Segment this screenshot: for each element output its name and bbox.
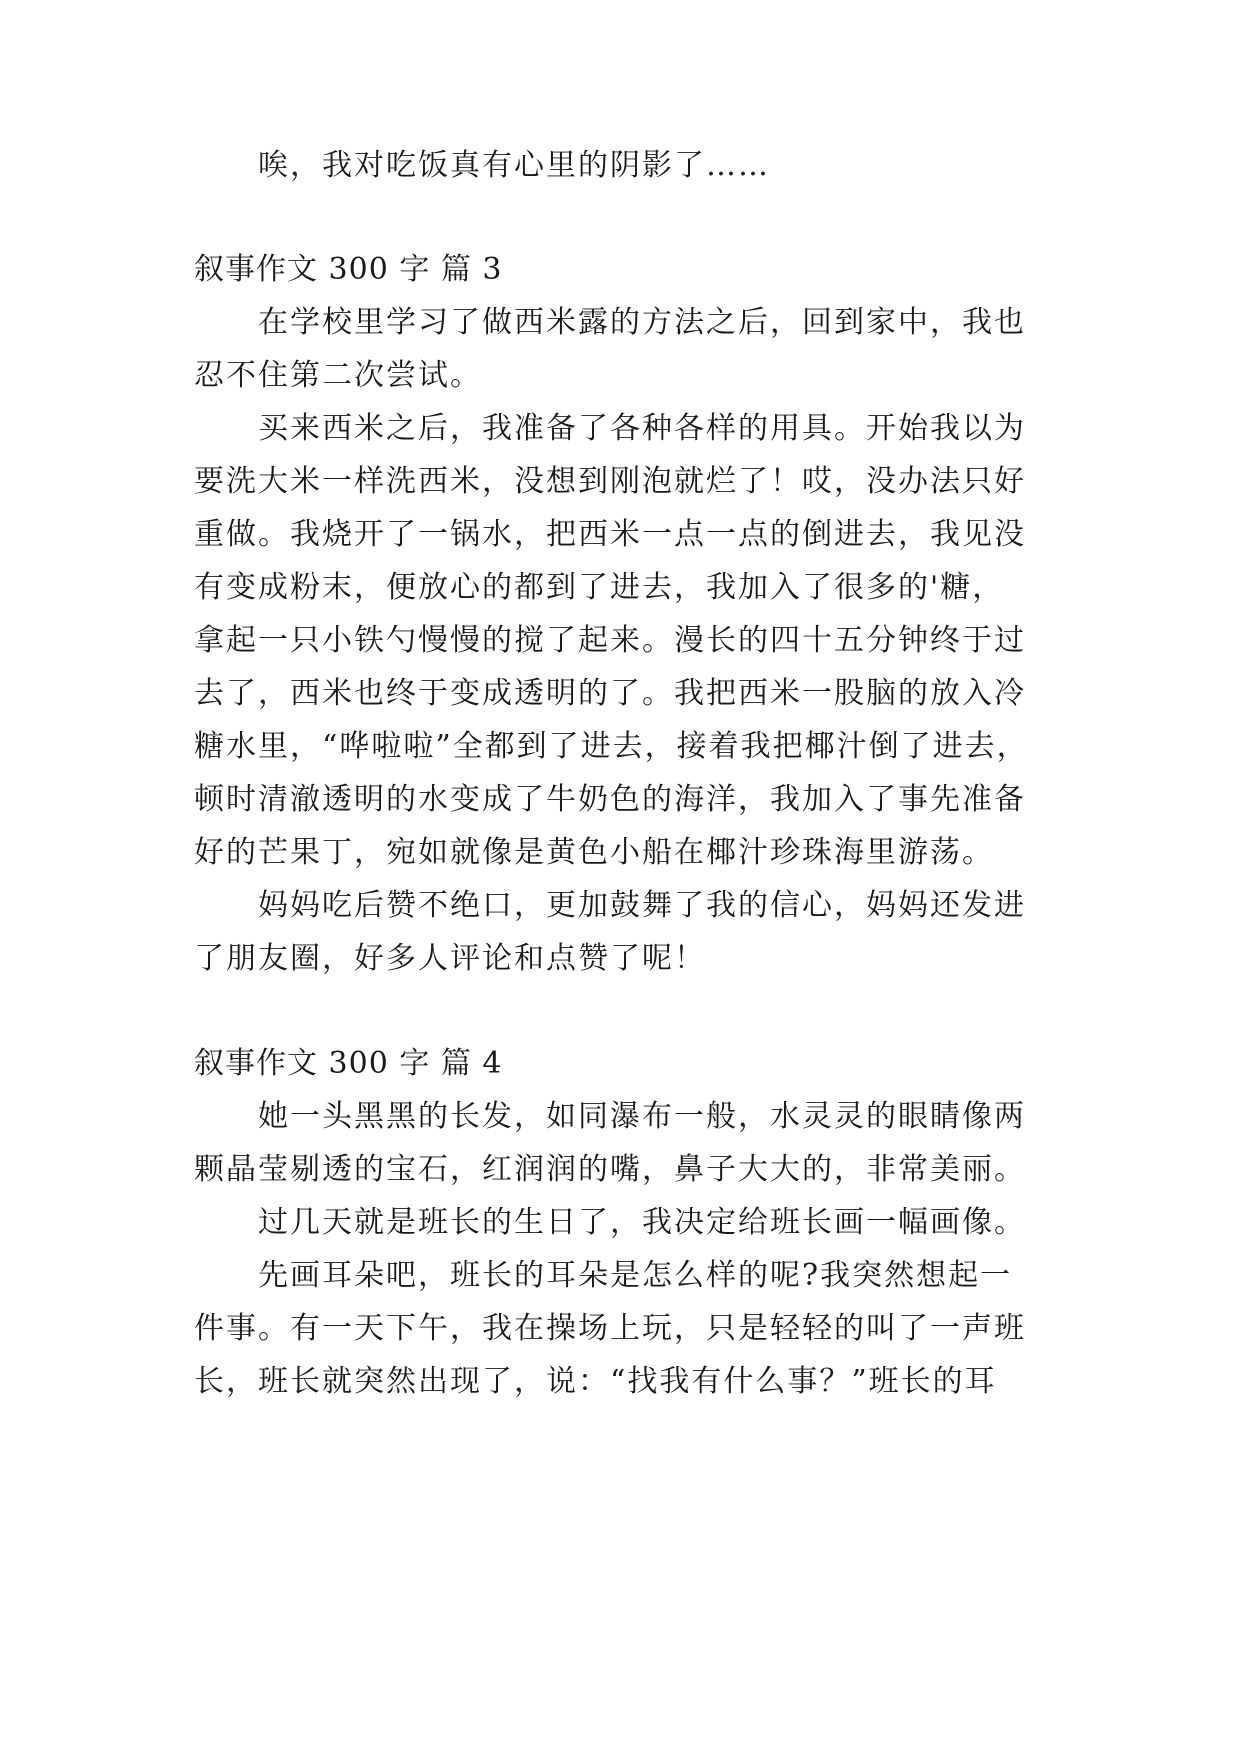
section-3-heading: 叙事作文 300 字 篇 3: [194, 252, 503, 287]
paragraph-line: 拿起一只小铁勺慢慢的搅了起来。漫长的四十五分钟终于过: [194, 623, 1026, 658]
paragraph-line: 了朋友圈，好多人评论和点赞了呢！: [194, 941, 706, 976]
paragraph-line: 过几天就是班长的生日了，我决定给班长画一幅画像。: [258, 1205, 1026, 1240]
paragraph-line: 去了，西米也终于变成透明的了。我把西米一股脑的放入冷: [194, 676, 1026, 711]
paragraph-line: 要洗大米一样洗西米，没想到刚泡就烂了！哎，没办法只好: [194, 464, 1026, 499]
intro-line: 唉，我对吃饭真有心里的阴影了……: [258, 148, 770, 183]
paragraph-line: 件事。有一天下午，我在操场上玩，只是轻轻的叫了一声班: [194, 1311, 1026, 1346]
paragraph-line: 买来西米之后，我准备了各种各样的用具。开始我以为: [258, 411, 1026, 446]
paragraph-line: 她一头黑黑的长发，如同瀑布一般，水灵灵的眼睛像两: [258, 1099, 1026, 1134]
paragraph-line: 在学校里学习了做西米露的方法之后，回到家中，我也: [258, 305, 1026, 340]
paragraph-line: 糖水里，“哗啦啦”全都到了进去，接着我把椰汁倒了进去，: [194, 729, 1029, 764]
paragraph-line: 好的芒果丁，宛如就像是黄色小船在椰汁珍珠海里游荡。: [194, 835, 994, 870]
paragraph-line: 顿时清澈透明的水变成了牛奶色的海洋，我加入了事先准备: [194, 782, 1026, 817]
paragraph-line: 妈妈吃后赞不绝口，更加鼓舞了我的信心，妈妈还发进: [258, 888, 1026, 923]
paragraph-line: 长，班长就突然出现了，说：“找我有什么事？”班长的耳: [194, 1364, 997, 1399]
paragraph-line: 重做。我烧开了一锅水，把西米一点一点的倒进去，我见没: [194, 517, 1026, 552]
paragraph-line: 先画耳朵吧，班长的耳朵是怎么样的呢?我突然想起一: [258, 1258, 1013, 1293]
paragraph-line: 有变成粉末，便放心的都到了进去，我加入了很多的'糖，: [194, 570, 1005, 605]
section-4-heading: 叙事作文 300 字 篇 4: [194, 1046, 503, 1081]
paragraph-line: 颗晶莹剔透的宝石，红润润的嘴，鼻子大大的，非常美丽。: [194, 1152, 1026, 1187]
paragraph-line: 忍不住第二次尝试。: [194, 358, 482, 393]
